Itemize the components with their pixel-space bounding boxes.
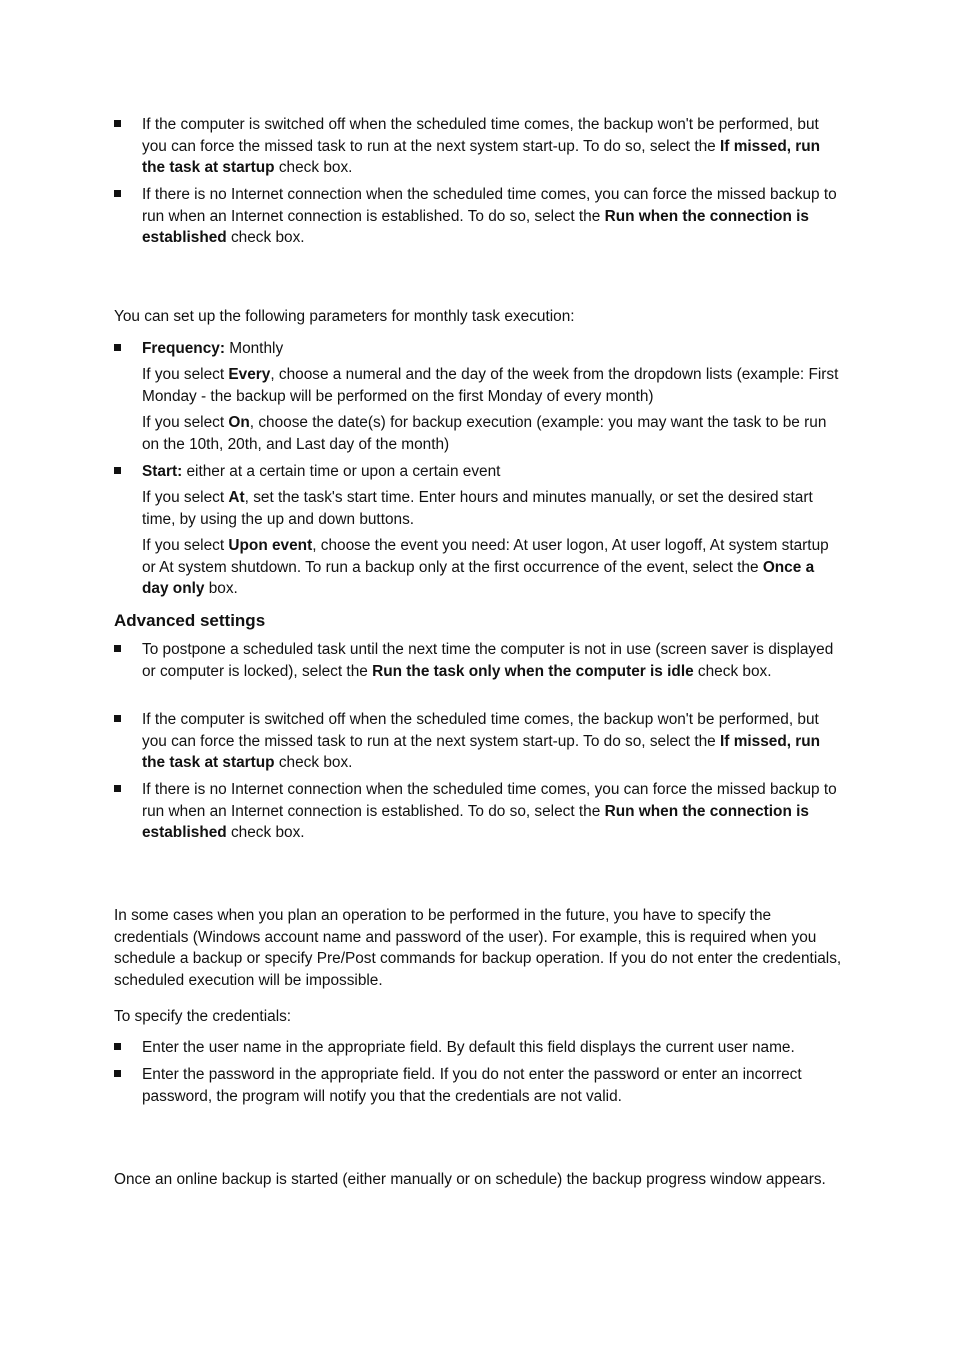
- bold-text: Upon event: [228, 537, 313, 554]
- text: , set the task's start time. Enter hours and minutes manually, or set the desired start time, by using the up and down buttons.: [142, 489, 813, 528]
- item-text: If the computer is switched off when the scheduled time comes, the backup won't be performed, but you can force the missed task to run at the next system start-up. To do so, select the: [142, 711, 819, 750]
- bold-text: On: [228, 414, 250, 431]
- list-item: [142, 184, 842, 249]
- credentials-lead: To specify the credentials:: [114, 1008, 292, 1025]
- item-bold: Run when the connection is established: [142, 207, 809, 247]
- list-item: Enter the password in the appropriate field. If you do not enter the password or enter an incorrect password, the program will notify you that the credentials are not valid.: [142, 1066, 802, 1105]
- list-item: [142, 114, 842, 179]
- item-bold: Run the task only when the computer is idle: [372, 662, 694, 680]
- bullet-marker: [114, 467, 121, 474]
- bold-text: Every: [228, 366, 271, 383]
- credentials-intro: In some cases when you plan an operation to be performed in the future, you have to specify the credentials (Windows account name and password of the user). For example, this is required when you schedule a backup or specify Pre/Post commands for backup operation. If you do not enter the credentials, scheduled execution will be impossible.: [114, 907, 842, 989]
- at-paragraph: [142, 487, 842, 530]
- monthly-intro: You can set up the following parameters for monthly task execution:: [114, 308, 575, 325]
- item-bold: If missed, run the task at startup: [142, 137, 821, 177]
- text: , choose a numeral and the day of the week from the dropdown lists (example: First Monday - the backup will be performed on the first Monday of every month): [142, 366, 839, 405]
- text: , choose the date(s) for backup execution (example: you may want the task to be run on the 10th, 20th, and Last day of the month): [142, 414, 827, 453]
- progress-paragraph: Once an online backup is started (either manually or on schedule) the backup progress window appears.: [114, 1171, 826, 1188]
- item-text: check box.: [274, 754, 353, 772]
- bullet-marker: [114, 645, 121, 652]
- item-text: check box.: [226, 824, 305, 842]
- bullet-marker: [114, 120, 121, 127]
- bullet-marker: [114, 1070, 121, 1077]
- advanced-settings-heading: Advanced settings: [114, 611, 266, 630]
- item-text: check box.: [693, 662, 772, 680]
- start-value: either at a certain time or upon a certain event: [182, 463, 501, 480]
- frequency-label: Frequency:: [142, 340, 225, 357]
- on-paragraph: [142, 412, 842, 455]
- item-text: check box.: [226, 229, 305, 247]
- every-paragraph: [142, 364, 842, 407]
- bullet-marker: [114, 1043, 121, 1050]
- bullet-marker: [114, 785, 121, 792]
- start-label: Start:: [142, 463, 183, 480]
- bullet-marker: [114, 190, 121, 197]
- text: box.: [204, 580, 238, 598]
- text: If you select: [142, 366, 229, 383]
- text: If you select: [142, 414, 229, 431]
- text: If you select: [142, 537, 229, 554]
- item-text: If there is no Internet connection when the scheduled time comes, you can force the missed backup to run when an Internet connection is established. To do so, select the: [142, 781, 837, 820]
- event-paragraph: [142, 535, 842, 600]
- item-text: check box.: [274, 159, 353, 177]
- item-bold: Run when the connection is established: [142, 802, 809, 842]
- bullet-marker: [114, 715, 121, 722]
- list-item: [142, 779, 842, 844]
- start-item: [142, 461, 842, 483]
- item-bold: If missed, run the task at startup: [142, 732, 821, 772]
- item-text: To postpone a scheduled task until the next time the computer is not in use (screen saver is displayed or computer is locked), select the: [142, 641, 834, 680]
- frequency-value: Monthly: [224, 340, 284, 357]
- list-item: Enter the user name in the appropriate field. By default this field displays the current user name.: [142, 1039, 795, 1056]
- bold-text: Once a day only: [142, 558, 815, 598]
- text: If you select: [142, 489, 229, 506]
- bold-text: At: [228, 489, 245, 506]
- item-text: If there is no Internet connection when the scheduled time comes, you can force the missed backup to run when an Internet connection is established. To do so, select the: [142, 186, 837, 225]
- list-item: [142, 709, 842, 774]
- bullet-marker: [114, 344, 121, 351]
- item-text: If the computer is switched off when the scheduled time comes, the backup won't be performed, but you can force the missed task to run at the next system start-up. To do so, select the: [142, 116, 819, 155]
- list-item: [142, 639, 842, 682]
- frequency-item: [142, 338, 842, 360]
- text: , choose the event you need: At user logon, At user logoff, At system startup or At system shutdown. To run a backup only at the first occurrence of the event, select the: [142, 537, 829, 576]
